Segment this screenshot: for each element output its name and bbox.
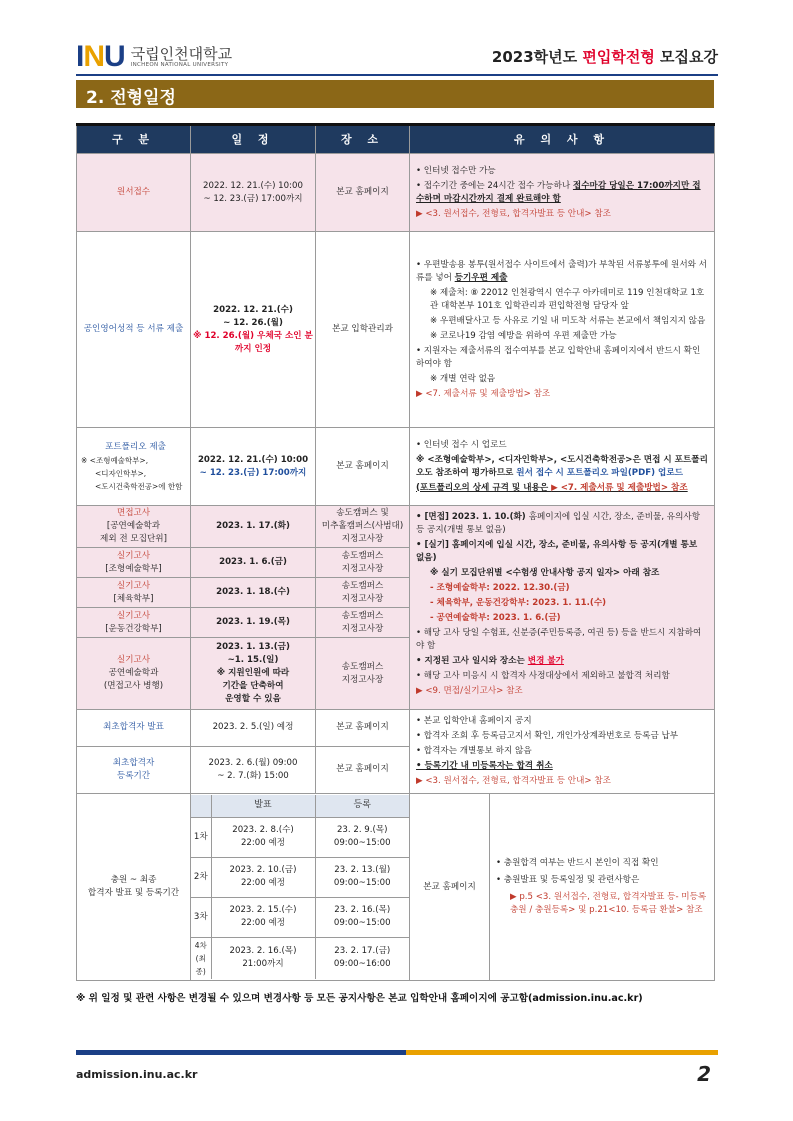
page-header (76, 40, 718, 72)
round-row: 2차 2023. 2. 10.(금) 22:00 예정 23. 2. 13.(월) 09:00~15:00 (191, 857, 409, 897)
row-date: 2023. 2. 5.(일) 예정 (191, 710, 316, 747)
sub-head-register: 등록 (315, 795, 409, 817)
row-place: 본교 홈페이지 (316, 746, 410, 793)
footer-url[interactable]: admission.inu.ac.kr (76, 1068, 198, 1081)
row-date: 2023. 1. 17.(화) (191, 506, 316, 548)
round-subtable-cell (191, 794, 410, 981)
row-place: 송도캠퍼스 지정고사장 (316, 608, 410, 638)
table-row (77, 794, 715, 981)
table-header-row (77, 125, 715, 154)
row-label: 실기고사 공연예술학과 (면접고사 병행) (77, 638, 191, 710)
row-label: 실기고사 [운동건강학부] (77, 608, 191, 638)
row-label: 원서접수 (77, 154, 191, 232)
table-row (77, 154, 715, 232)
section-title: 2. 전형일정 (76, 80, 714, 108)
row-place: 송도캠퍼스 및 미추홀캠퍼스(사범대) 지정고사장 (316, 506, 410, 548)
round-subtable (191, 795, 409, 979)
round-place-notes (410, 794, 715, 981)
footnote: ※ 위 일정 및 관련 사항은 변경될 수 있으며 변경사항 등 모든 공지사항은 본교 입학안내 홈페이지에 공고함(admission.inu.ac.kr) (76, 993, 643, 1004)
col-notes: 유 의 사 항 (410, 125, 715, 154)
header-divider (76, 74, 718, 76)
univ-name-en: INCHEON NATIONAL UNIVERSITY (130, 62, 229, 68)
row-place: 본교 홈페이지 (410, 794, 490, 980)
row-place: 송도캠퍼스 지정고사장 (316, 638, 410, 710)
row-label: 최초합격자 등록기간 (77, 746, 191, 793)
col-category: 구 분 (77, 125, 191, 154)
row-notes: • 충원합격 여부는 반드시 본인이 직접 확인 • 충원발표 및 등록일정 및 관련사항은 ▶ p.5 <3. 원서접수, 전형료, 합격자발표 등- 미등록 충원 / 충원등록> 및 p.21<10. 등록금 환불> 참조 (496, 858, 707, 915)
row-notes: • 우편발송용 봉투(원서접수 사이트에서 출력)가 부착된 서류봉투에 원서와 서류를 넣어 등기우편 제출 ※ 제출처: ⑧ 22012 인천광역시 연수구 아카데미로 119 인천대학교 1호관 대학본부 101호 입학관리과 편입학전형 담당자 앞 ※ 우편배달사고 등 사유로 기일 내 미도착 서류는 본교에서 책임지지 않음 ※ 코로나19 감염 예방을 위하여 우편 제출만 가능 • 지원자는 제출서류의 접수여부를 본교 입학안내 홈페이지에서 반드시 확인하여야 함 ※ 개별 연락 없음 ▶ <7. 제출서류 및 제출방법> 참조 (410, 232, 715, 428)
col-schedule: 일 정 (191, 125, 316, 154)
row-notes: • 인터넷 접수만 가능 • 접수기간 중에는 24시간 접수 가능하나 접수마감 당일은 17:00까지만 접수하며 마감시간까지 결제 완료해야 함 ▶ <3. 원서접수, 전형료, 합격자발표 등 안내> 참조 (410, 154, 715, 232)
row-date: 2023. 1. 19.(목) (191, 608, 316, 638)
row-date: 2022. 12. 21.(수) 10:00 ~ 12. 23.(금) 17:00까지 (191, 428, 316, 506)
row-label: 실기고사 [조형예술학부] (77, 548, 191, 578)
university-logo[interactable] (76, 40, 232, 74)
page-number: 2 (697, 1062, 711, 1086)
logo-mark: INU (76, 40, 125, 73)
row-date: 2023. 2. 6.(월) 09:00 ~ 2. 7.(화) 15:00 (191, 746, 316, 793)
row-date: 2023. 1. 13.(금) ~1. 15.(일) ※ 지원인원에 따라 기간을 단축하여 운영할 수 있음 (191, 638, 316, 710)
table-row (77, 506, 715, 548)
row-place: 본교 홈페이지 (316, 710, 410, 747)
row-label: 공인영어성적 등 서류 제출 (77, 232, 191, 428)
row-label: 충원 ~ 최종 합격자 발표 및 등록기간 (77, 794, 191, 981)
row-place: 본교 입학관리과 (316, 232, 410, 428)
row-notes: • 인터넷 접수 시 업로드 ※ <조형예술학부>, <디자인학부>, <도시건축학전공>은 면접 시 포트폴리오도 참조하여 평가하므로 원서 접수 시 포트폴리오 파일(PDF) 업로드 (포트폴리오의 상세 규격 및 내용은 ▶ <7. 제출서류 및 제출방법> 참조 (410, 428, 715, 506)
table-row (77, 710, 715, 747)
row-date: 2023. 1. 18.(수) (191, 578, 316, 608)
univ-name-ko: 국립인천대학교 (130, 45, 233, 63)
round-row: 4차 (최종) 2023. 2. 16.(목) 21:00까지 23. 2. 17.(금) 09:00~16:00 (191, 937, 409, 979)
row-notes: • 본교 입학안내 홈페이지 공지 • 합격자 조회 후 등록금고지서 확인, 개인가상계좌번호로 등록금 납부 • 합격자는 개별통보 하지 않음 • 등록기간 내 미등록자는 합격 취소 ▶ <3. 원서접수, 전형료, 합격자발표 등 안내> 참조 (410, 710, 715, 794)
schedule-table (76, 123, 715, 981)
row-place: 송도캠퍼스 지정고사장 (316, 578, 410, 608)
row-date: 2022. 12. 21.(수) 10:00 ~ 12. 23.(금) 17:00까지 (191, 154, 316, 232)
row-place: 송도캠퍼스 지정고사장 (316, 548, 410, 578)
table-row (77, 428, 715, 506)
footer-bar-blue (76, 1050, 406, 1055)
table-row (77, 232, 715, 428)
row-date: 2023. 1. 6.(금) (191, 548, 316, 578)
row-label: 실기고사 [체육학부] (77, 578, 191, 608)
row-label: 포트폴리오 제출 ※ <조형예술학부>, <디자인학부>, <도시건축학전공>에 한함 (77, 428, 191, 506)
row-place: 본교 홈페이지 (316, 428, 410, 506)
row-place: 본교 홈페이지 (316, 154, 410, 232)
sub-head-announce: 발표 (211, 795, 315, 817)
exam-notes: • [면접] 2023. 1. 10.(화) 홈페이지에 입실 시간, 장소, 준비물, 유의사항 등 공지(개별 통보 없음) • [실기] 홈페이지에 입실 시간, 장소, 준비물, 유의사항 등 공지(개별 통보 없음) ※ 실기 모집단위별 <수험생 안내사항 공지 일자> 아래 참조 - 조형예술학부: 2022. 12.30.(금) - 체육학부, 운동건강학부: 2023. 1. 11.(수) - 공연예술학부: 2023. 1. 6.(금) • 해당 고사 당일 수험표, 신분증(주민등록증, 여권 등) 등을 반드시 지참하여야 함 • 지정된 고사 일시와 장소는 변경 불가 • 해당 고사 미응시 시 합격자 사정대상에서 제외하고 불합격 처리함 ▶ <9. 면접/실기고사> 참조 (410, 506, 715, 710)
footer-bar-gold (406, 1050, 718, 1055)
round-row: 3차 2023. 2. 15.(수) 22:00 예정 23. 2. 16.(목) 09:00~15:00 (191, 897, 409, 937)
col-place: 장 소 (316, 125, 410, 154)
round-row: 1차 2023. 2. 8.(수) 22:00 예정 23. 2. 9.(목) 09:00~15:00 (191, 817, 409, 857)
document-title: 2023학년도 편입학전형 모집요강 (491, 48, 718, 66)
row-date: 2022. 12. 21.(수) ~ 12. 26.(월) ※ 12. 26.(월) 우체국 소인 분까지 인정 (191, 232, 316, 428)
row-label: 면접고사 [공연예술학과 제외 전 모집단위] (77, 506, 191, 548)
row-label: 최초합격자 발표 (77, 710, 191, 747)
